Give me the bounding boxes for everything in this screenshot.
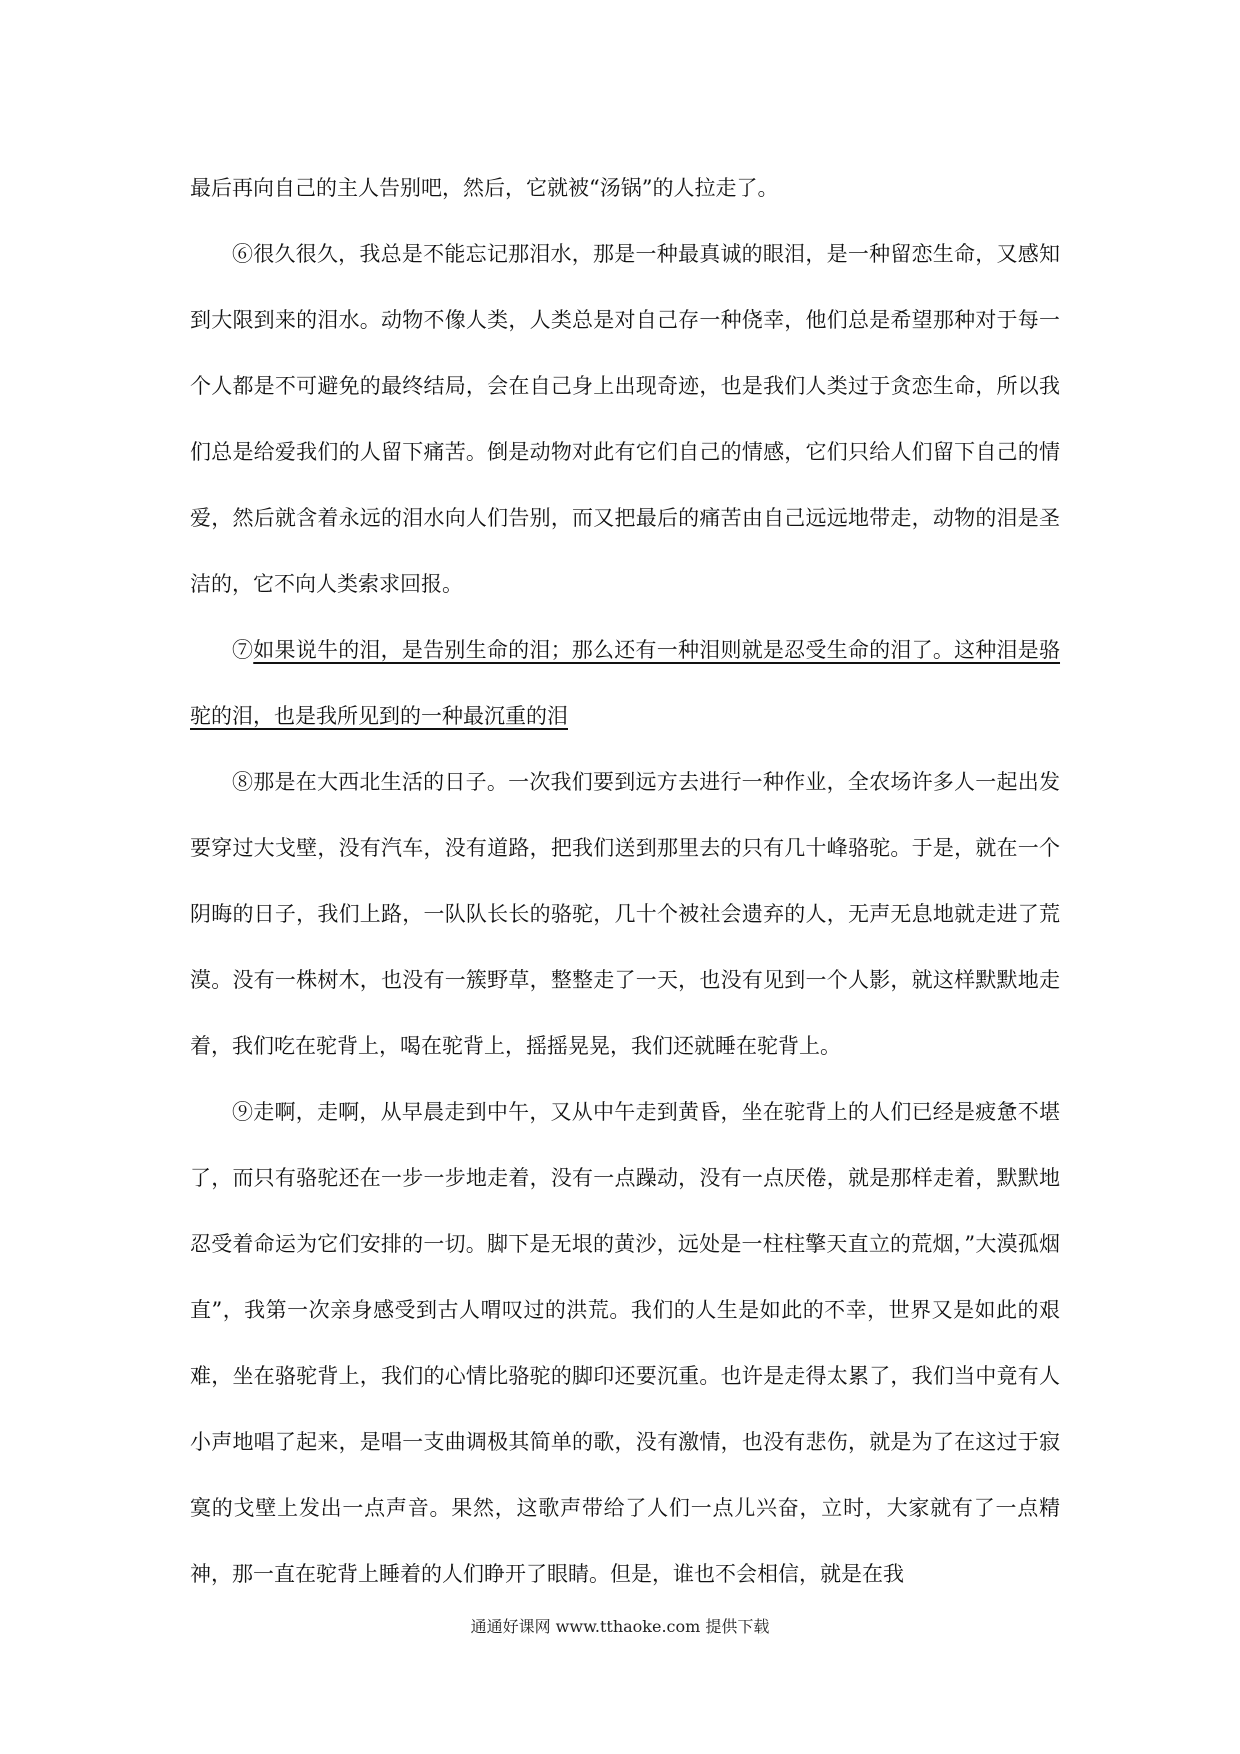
page-footer: 通通好课网 www.tthaoke.com 提供下载 xyxy=(470,1617,770,1636)
paragraph-8: ⑧那是在大西北生活的日子。一次我们要到远方去进行一种作业，全农场许多人一起出发要穿过大戈壁，没有汽车，没有道路，把我们送到那里去的只有几十峰骆驼。于是，就在一个阴晦的日子，我们上路，一队队长长的骆驼，几十个被社会遗弃的人，无声无息地就走进了荒漠。没有一株树木，也没有一簇野草，整整走了一天，也没有见到一个人影，就这样默默地走着，我们吃在驼背上，喝在驼背上，摇摇晃晃，我们还就睡在驼背上。 xyxy=(190,770,1060,1058)
paragraph-6: ⑥很久很久，我总是不能忘记那泪水，那是一种最真诚的眼泪，是一种留恋生命，又感知到大限到来的泪水。动物不像人类，人类总是对自己存一种侥幸，他们总是希望那种对于每一个人都是不可避免的最终结局，会在自己身上出现奇迹，也是我们人类过于贪恋生命，所以我们总是给爱我们的人留下痛苦。倒是动物对此有它们自己的情感，它们只给人们留下自己的情爱，然后就含着永远的泪水向人们告别，而又把最后的痛苦由自己远远地带走，动物的泪是圣洁的，它不向人类索求回报。 xyxy=(190,242,1060,596)
paragraph-7 xyxy=(190,617,1060,749)
paragraph-9: ⑨走啊，走啊，从早晨走到中午，又从中午走到黄昏，坐在驼背上的人们已经是疲惫不堪了，而只有骆驼还在一步一步地走着，没有一点躁动，没有一点厌倦，就是那样走着，默默地忍受着命运为它们安排的一切。脚下是无垠的黄沙，远处是一柱柱擎天直立的荒烟，”大漠孤烟直”，我第一次亲身感受到古人喟叹过的洪荒。我们的人生是如此的不幸，世界又是如此的艰难，坐在骆驼背上，我们的心情比骆驼的脚印还要沉重。也许是走得太累了，我们当中竟有人小声地唱了起来，是唱一支曲调极其简单的歌，没有激情，也没有悲伤，就是为了在这过于寂寞的戈壁上发出一点声音。果然，这歌声带给了人们一点儿兴奋，立时，大家就有了一点精神，那一直在驼背上睡着的人们睁开了眼睛。但是，谁也不会相信，就是在我 xyxy=(190,1100,1060,1586)
paragraph-5-continuation: 最后再向自己的主人告别吧，然后，它就被“汤锅”的人拉走了。 xyxy=(190,176,779,200)
paragraph-7-underlined-text: 如果说牛的泪，是告别生命的泪；那么还有一种泪则就是忍受生命的泪了。这种泪是骆驼的泪，也是我所见到的一种最沉重的泪 xyxy=(190,638,1061,728)
document-body xyxy=(190,155,1060,1607)
paragraph-7-marker: ⑦ xyxy=(232,638,254,662)
